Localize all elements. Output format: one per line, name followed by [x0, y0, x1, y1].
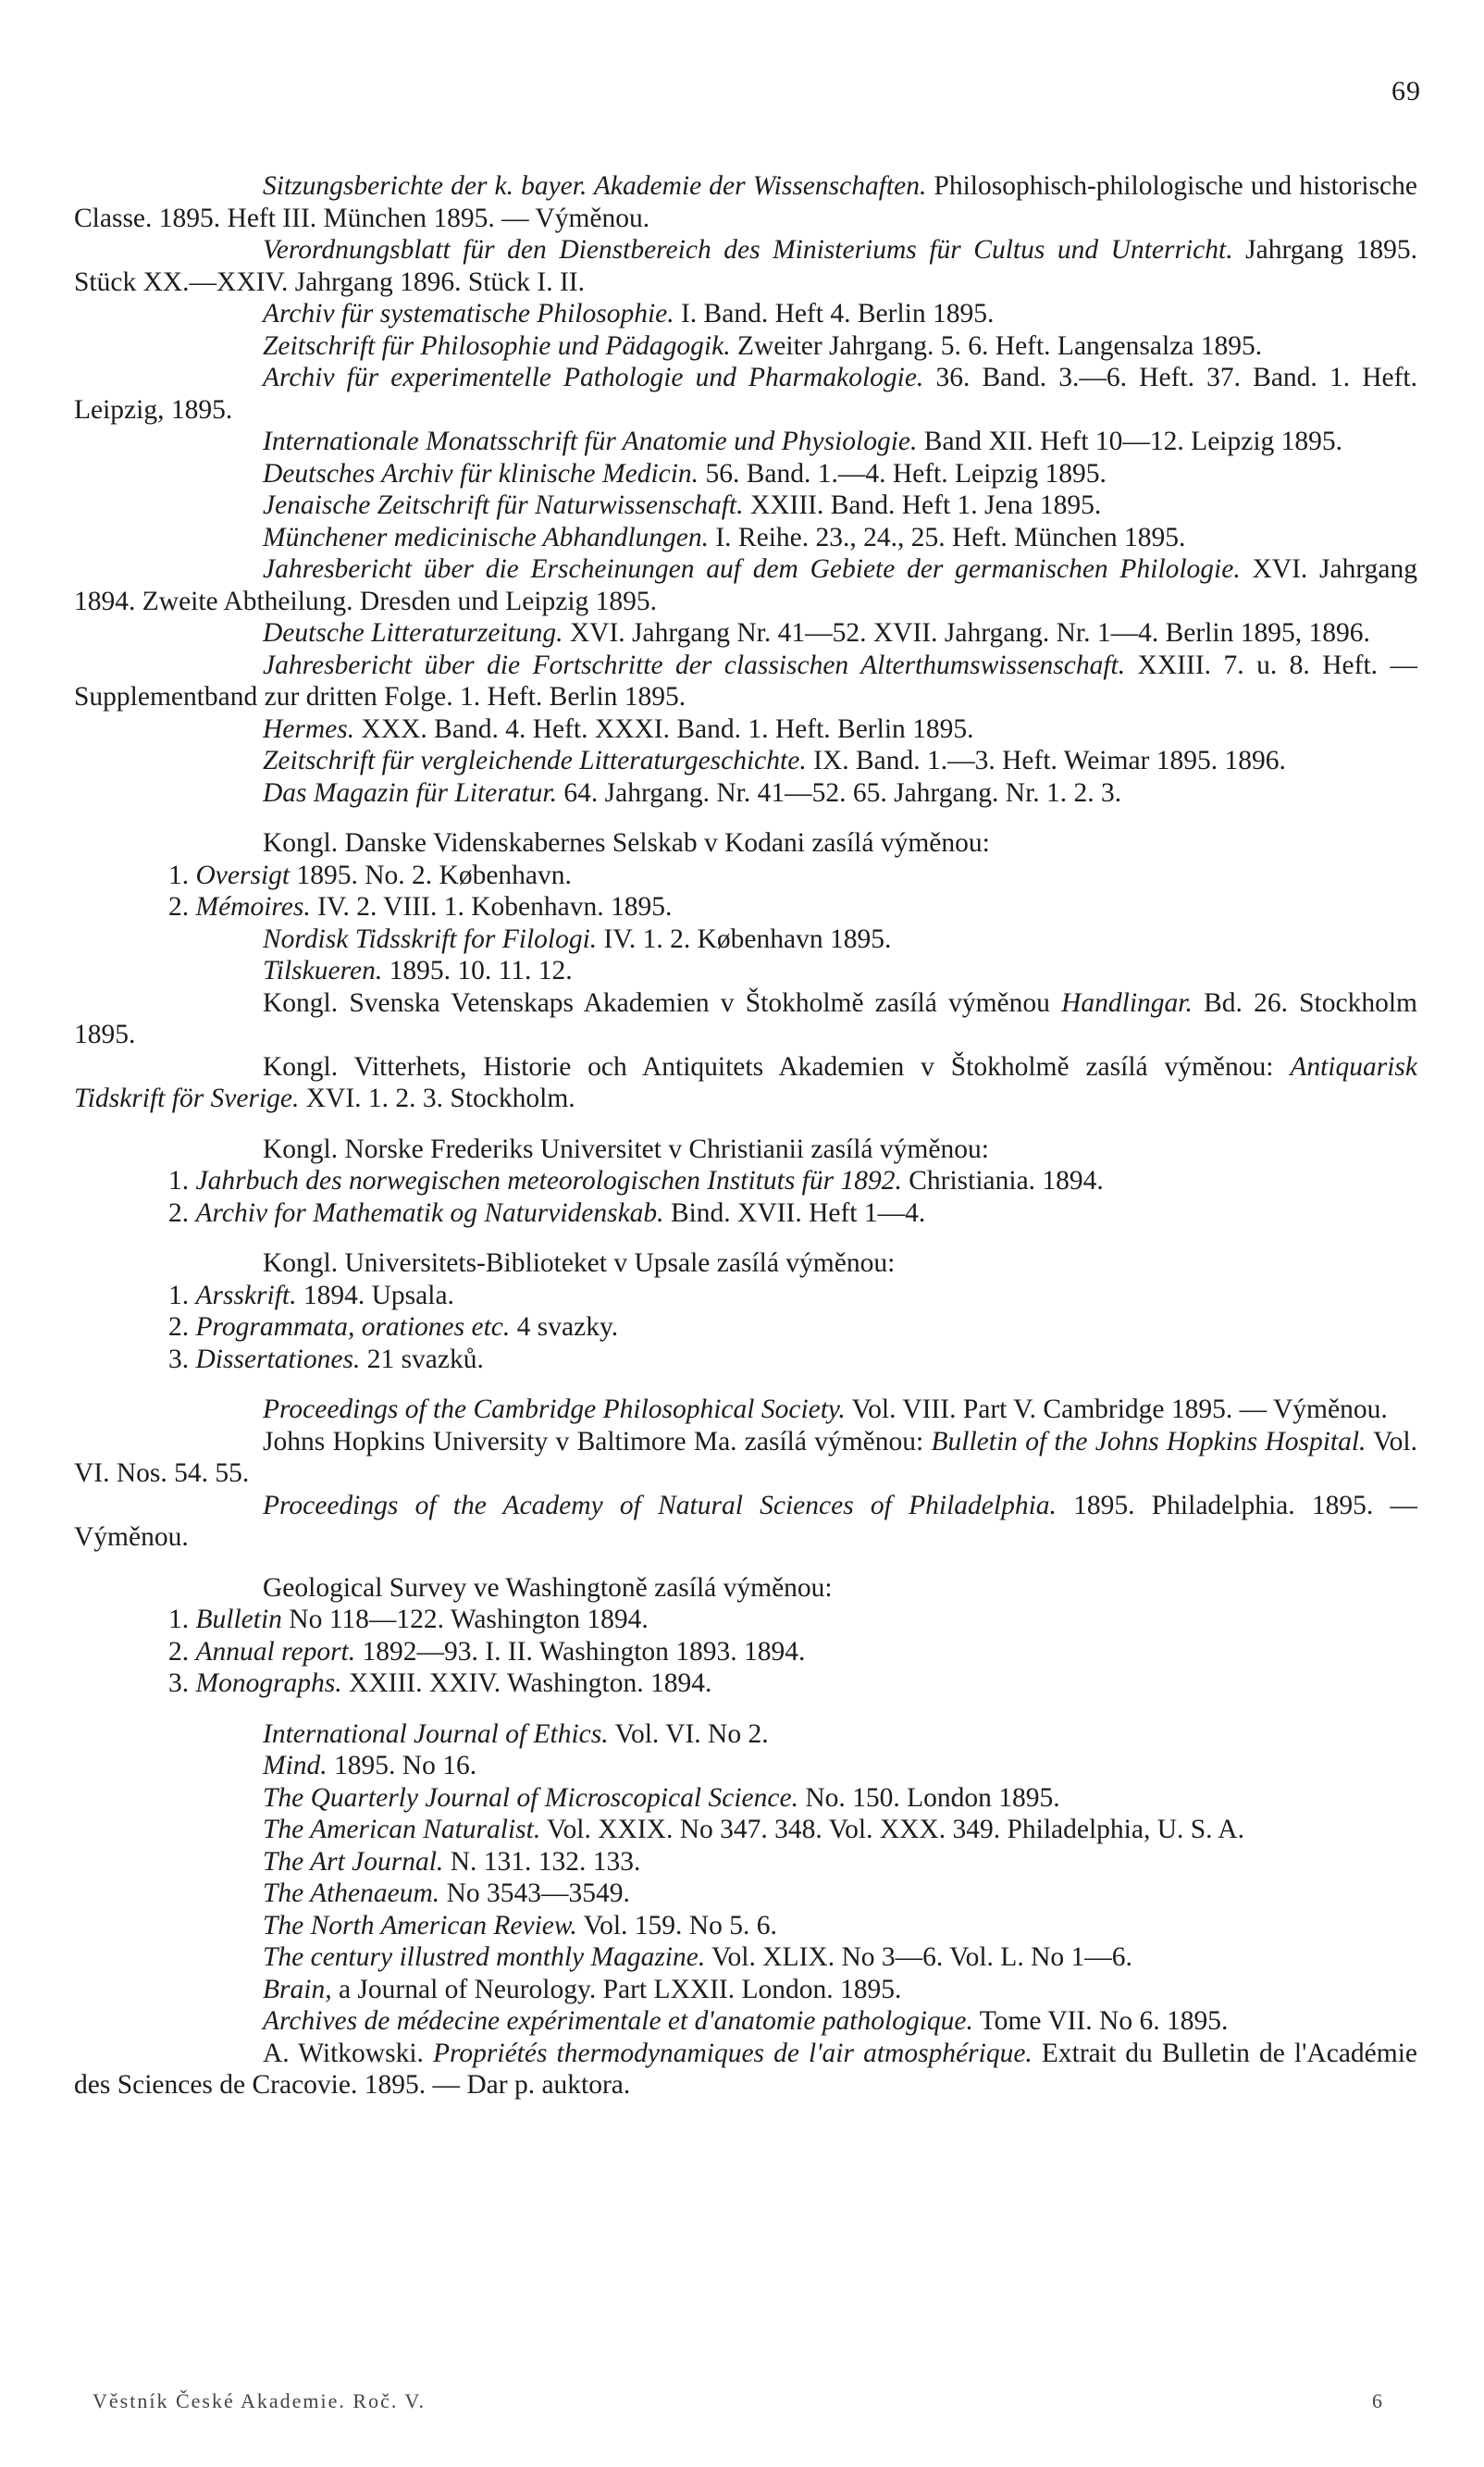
entry-details: IV. 1. 2. København 1895.: [597, 924, 892, 954]
entry-title: Archives de médecine expérimentale et d'anatomie pathologique.: [263, 2006, 973, 2036]
entry-title: Zeitschrift für Philosophie und Pädagogik.: [263, 330, 731, 361]
bibliography-entry: [74, 1782, 1417, 1815]
entry-title: Archiv für experimentelle Pathologie und Pharmakologie.: [263, 363, 924, 392]
entry-title: Propriétés thermodynamiques de l'air atmosphérique.: [433, 2038, 1033, 2068]
entry-details: Jahrgang 1895. Stück XX.—XXIV. Jahrgang 1896. Stück I. II.: [74, 235, 1417, 297]
entry-details: Johns Hopkins University v Baltimore Ma. zasílá výměnou:: [263, 1426, 932, 1457]
entry-details: XXIII. XXIV. Washington. 1894.: [341, 1668, 712, 1698]
bibliography-entry: [74, 1974, 1417, 2006]
entry-title: Verordnungsblatt für den Dienstbereich des Ministeriums für Cultus und Unterricht.: [263, 235, 1233, 265]
bibliography-entry: [74, 650, 1417, 713]
entry-title: Internationale Monatsschrift für Anatomie und Physiologie.: [263, 427, 918, 456]
group-spacer: [74, 809, 1417, 827]
bibliography-entry: [74, 2005, 1417, 2038]
bibliography-entry: [74, 170, 1417, 234]
entry-details: XVI. Jahrgang 1894. Zweite Abtheilung. Dresden und Leipzig 1895.: [74, 554, 1418, 616]
entry-title: Hermes.: [263, 713, 355, 744]
entry-details: Vol. VIII. Part V. Cambridge 1895. — Výměnou.: [845, 1395, 1388, 1424]
entry-details: I. Reihe. 23., 24., 25. Heft. München 1895.: [708, 522, 1186, 552]
entry-title: Tilskueren.: [263, 956, 383, 986]
bibliography-entry: [74, 1165, 1417, 1197]
bibliography-entry: [74, 490, 1417, 522]
entry-title: Proceedings of the Academy of Natural Sciences of Philadelphia.: [263, 1490, 1057, 1520]
entry-details: Extrait du Bulletin de l'Académie des Sciences de Cracovie. 1895. — Dar p. auktora.: [74, 2038, 1417, 2100]
entry-details: Kongl. Svenska Vetenskaps Akademien v Štokholmě zasílá výměnou: [263, 987, 1062, 1018]
entry-title: Mémoires.: [195, 892, 311, 922]
bibliography-entry: [74, 955, 1417, 987]
group-spacer: [74, 1115, 1417, 1134]
bibliography-entry: [74, 1636, 1417, 1668]
entry-details: N. 131. 132. 133.: [443, 1846, 641, 1877]
entry-title: Jahresbericht über die Erscheinungen auf dem Gebiete der germanischen Philologie.: [263, 554, 1241, 584]
bibliography-entry: [74, 1344, 1417, 1376]
entry-details: Philosophisch-philologische und historische Classe. 1895. Heft III. München 1895. — Výměnou.: [74, 171, 1417, 233]
entry-details: 1894. Upsala.: [296, 1280, 454, 1310]
entry-title: Oversigt: [195, 860, 291, 890]
entry-title: Archiv for Mathematik og Naturvidenskab.: [195, 1197, 664, 1228]
bibliography-entry: [74, 1846, 1417, 1878]
entry-title: The Athenaeum.: [263, 1878, 440, 1908]
bibliography-entry: [74, 827, 1417, 860]
entry-details: 1895. No. 2. København.: [290, 860, 572, 890]
entry-details: No 118—122. Washington 1894.: [281, 1605, 649, 1634]
entry-details: 1892—93. I. II. Washington 1893. 1894.: [355, 1636, 806, 1667]
entry-title: International Journal of Ethics.: [263, 1718, 609, 1749]
entry-details: No. 150. London 1895.: [798, 1782, 1060, 1813]
bibliography-entry: [74, 1197, 1417, 1230]
entry-title: Annual report.: [195, 1636, 356, 1667]
bibliography-entry: [74, 1051, 1417, 1115]
bibliography-entry: [74, 2038, 1417, 2101]
entry-details: 1.: [168, 1605, 196, 1634]
entry-title: The North American Review.: [263, 1910, 577, 1940]
entry-details: 1895. No 16.: [327, 1751, 477, 1780]
entry-title: Proceedings of the Cambridge Philosophical Society.: [263, 1395, 846, 1424]
bibliography-entry: [74, 234, 1417, 298]
bibliography-entry: [74, 1134, 1417, 1166]
entry-title: Dissertationes.: [195, 1344, 361, 1374]
entry-details: 21 svazků.: [360, 1344, 484, 1374]
bibliography-entry: [74, 891, 1417, 924]
entry-title: Programmata, orationes etc.: [195, 1312, 511, 1342]
entry-title: Brain,: [263, 1974, 332, 2004]
entry-details: 1895. Philadelphia. 1895. — Výměnou.: [74, 1490, 1417, 1552]
entry-details: I. Band. Heft 4. Berlin 1895.: [674, 299, 995, 329]
entry-title: Münchener medicinische Abhandlungen.: [263, 522, 709, 552]
bibliography-entry: [74, 1572, 1417, 1605]
bibliography-entry: [74, 522, 1417, 554]
entry-details: 2.: [168, 1636, 196, 1667]
entry-title: Archiv für systematische Philosophie.: [263, 299, 674, 329]
entry-details: 1.: [168, 1166, 196, 1196]
entry-details: 1.: [168, 860, 196, 890]
entry-title: Handlingar.: [1061, 987, 1193, 1018]
entry-details: 36. Band. 3.—6. Heft. 37. Band. 1. Heft. Leipzig, 1895.: [74, 363, 1418, 425]
entry-details: XVI. Jahrgang Nr. 41—52. XVII. Jahrgang. Nr. 1—4. Berlin 1895, 1896.: [563, 618, 1370, 648]
bibliography-entry: [74, 362, 1417, 426]
bibliography-entry: [74, 1604, 1417, 1636]
group-spacer: [74, 1700, 1417, 1718]
entry-details: Kongl. Universitets-Biblioteket v Upsale zasílá výměnou:: [263, 1248, 896, 1278]
bibliography-entry: [74, 1910, 1417, 1942]
entry-details: 64. Jahrgang. Nr. 41—52. 65. Jahrgang. Nr. 1. 2. 3.: [557, 777, 1122, 808]
bibliography-entry: [74, 1490, 1417, 1554]
entry-details: 1.: [168, 1280, 196, 1310]
entry-details: Tome VII. No 6. 1895.: [972, 2006, 1229, 2036]
bibliography-entry: [74, 1814, 1417, 1846]
entry-details: XVI. 1. 2. 3. Stockholm.: [299, 1084, 575, 1113]
bibliography-entry: [74, 298, 1417, 330]
footer-signature: Věstník České Akademie. Roč. V.: [93, 2389, 426, 2412]
entry-details: Geological Survey ve Washingtoně zasílá výměnou:: [263, 1572, 833, 1603]
entry-details: 1895. 10. 11. 12.: [382, 956, 573, 986]
entry-details: Kongl. Norske Frederiks Universitet v Christianii zasílá výměnou:: [263, 1134, 989, 1164]
bibliography-entry: [74, 860, 1417, 892]
entry-details: Kongl. Danske Videnskabernes Selskab v Kodani zasílá výměnou:: [263, 828, 990, 858]
bibliography-entry: [74, 1878, 1417, 1910]
entry-title: Bulletin: [195, 1605, 282, 1634]
entry-details: XXX. Band. 4. Heft. XXXI. Band. 1. Heft. Berlin 1895.: [354, 713, 974, 744]
bibliography-entry: [74, 1247, 1417, 1280]
bibliography-entry: [74, 1941, 1417, 1974]
group-spacer: [74, 1554, 1417, 1572]
entry-title: Monographs.: [195, 1668, 342, 1698]
bibliography-entry: [74, 426, 1417, 458]
entry-title: Jahrbuch des norwegischen meteorologischen Instituts für 1892.: [195, 1166, 902, 1196]
entry-details: XXIII. Band. Heft 1. Jena 1895.: [743, 490, 1102, 520]
entry-title: Nordisk Tidsskrift for Filologi.: [263, 924, 598, 954]
page-content: [74, 170, 1417, 2101]
entry-title: Das Magazin für Literatur.: [263, 777, 557, 808]
entry-details: Band XII. Heft 10—12. Leipzig 1895.: [917, 427, 1343, 456]
entry-details: 3.: [168, 1344, 196, 1374]
entry-title: Jenaische Zeitschrift für Naturwissenschaft.: [263, 490, 744, 520]
bibliography-entry: [74, 617, 1417, 650]
bibliography-entry: [74, 330, 1417, 363]
entry-details: Vol. 159. No 5. 6.: [576, 1910, 777, 1940]
entry-details: A. Witkowski.: [263, 2038, 433, 2068]
entry-title: Mind.: [263, 1751, 328, 1780]
bibliography-entry: [74, 1394, 1417, 1426]
entry-details: IX. Band. 1.—3. Heft. Weimar 1895. 1896.: [806, 746, 1286, 775]
page-number: 69: [1391, 76, 1421, 106]
entry-title: Sitzungsberichte der k. bayer. Akademie der Wissenschaften.: [263, 171, 927, 201]
entry-details: Kongl. Vitterhets, Historie och Antiquitets Akademien v Štokholmě zasílá výměnou:: [263, 1051, 1291, 1082]
entry-details: Vol. VI. No 2.: [608, 1718, 769, 1749]
entry-details: 4 svazky.: [510, 1312, 619, 1342]
entry-details: IV. 2. VIII. 1. Kobenhavn. 1895.: [310, 892, 673, 922]
entry-title: The century illustred monthly Magazine.: [263, 1942, 706, 1972]
bibliography-entry: [74, 924, 1417, 956]
bibliography-entry: [74, 553, 1417, 617]
entry-details: Christiania. 1894.: [901, 1166, 1104, 1196]
entry-details: Vol. VI. Nos. 54. 55.: [74, 1426, 1418, 1488]
bibliography-entry: [74, 777, 1417, 810]
group-spacer: [74, 1229, 1417, 1247]
entry-title: The American Naturalist.: [263, 1815, 541, 1844]
entry-details: 2.: [168, 1312, 196, 1342]
page-footer: [93, 2389, 1384, 2413]
entry-details: XXIII. 7. u. 8. Heft. — Supplementband zur dritten Folge. 1. Heft. Berlin 1895.: [74, 650, 1418, 712]
entry-details: 3.: [168, 1668, 196, 1698]
entry-title: Antiquarisk Tidskrift för Sverige.: [74, 1051, 1417, 1113]
entry-details: a Journal of Neurology. Part LXXII. London. 1895.: [331, 1974, 902, 2004]
bibliography-entry: [74, 745, 1417, 777]
entry-title: Deutsches Archiv für klinische Medicin.: [263, 458, 699, 489]
entry-details: 2.: [168, 892, 196, 922]
bibliography-entry: [74, 1311, 1417, 1344]
footer-sheet-number: 6: [1372, 2389, 1384, 2412]
entry-title: Bulletin of the Johns Hopkins Hospital.: [931, 1426, 1367, 1457]
group-spacer: [74, 1375, 1417, 1394]
entry-title: Jahresbericht über die Fortschritte der classischen Alterthumswissenschaft.: [263, 650, 1126, 680]
entry-details: Vol. XXIX. No 347. 348. Vol. XXX. 349. Philadelphia, U. S. A.: [540, 1815, 1244, 1844]
entry-details: No 3543—3549.: [439, 1878, 630, 1908]
bibliography-entry: [74, 1667, 1417, 1700]
bibliography-entry: [74, 458, 1417, 490]
entry-details: Zweiter Jahrgang. 5. 6. Heft. Langensalza 1895.: [730, 330, 1263, 361]
bibliography-entry: [74, 1280, 1417, 1312]
entry-title: Deutsche Litteraturzeitung.: [263, 618, 563, 648]
bibliography-entry: [74, 1426, 1417, 1490]
entry-title: Zeitschrift für vergleichende Litteraturgeschichte.: [263, 746, 807, 775]
entry-details: 2.: [168, 1197, 196, 1228]
bibliography-entry: [74, 1750, 1417, 1782]
entry-title: The Art Journal.: [263, 1846, 444, 1877]
entry-details: Bd. 26. Stockholm 1895.: [74, 987, 1417, 1049]
entry-title: The Quarterly Journal of Microscopical Science.: [263, 1782, 798, 1813]
bibliography-entry: [74, 713, 1417, 746]
bibliography-entry: [74, 1718, 1417, 1751]
entry-title: Arsskrift.: [195, 1280, 297, 1310]
bibliography-entry: [74, 987, 1417, 1051]
entry-details: Bind. XVII. Heft 1—4.: [663, 1197, 926, 1228]
entry-details: 56. Band. 1.—4. Heft. Leipzig 1895.: [699, 458, 1107, 489]
entry-details: Vol. XLIX. No 3—6. Vol. L. No 1—6.: [705, 1942, 1132, 1972]
